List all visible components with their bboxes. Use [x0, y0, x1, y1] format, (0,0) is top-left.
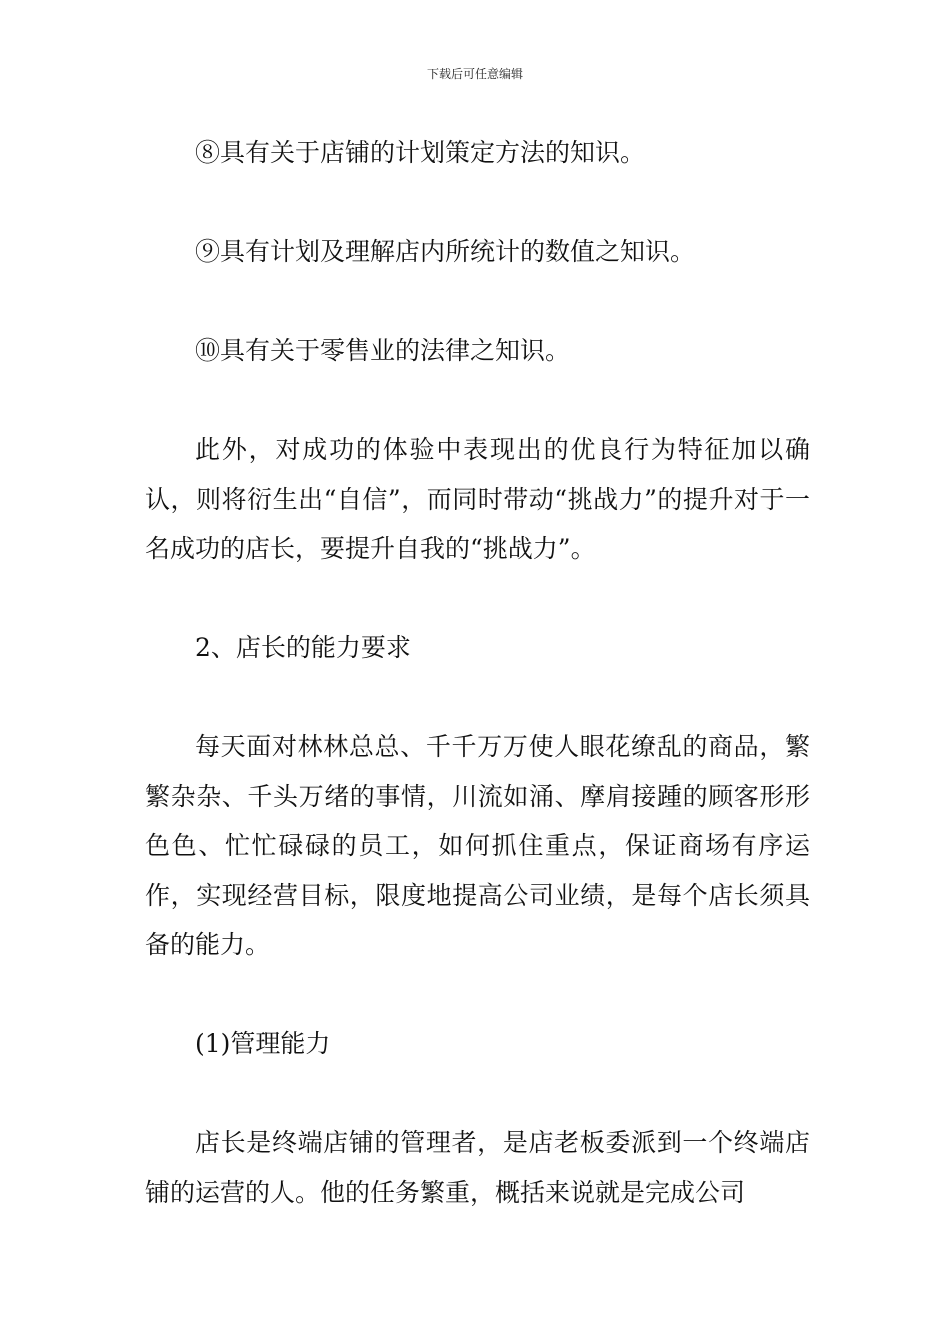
paragraph-ability-intro: 每天面对林林总总、千千万万使人眼花缭乱的商品，繁繁杂杂、千头万绪的事情，川流如涌、摩肩接踵的顾客形形色色、忙忙碌碌的员工，如何抓住重点，保证商场有序运作，实现经营目标，限度地提高公司业绩，是每个店长须具备的能力。: [145, 732, 810, 959]
paragraph-management: 店长是终端店铺的管理者，是店老板委派到一个终端店铺的运营的人。他的任务繁重，概括来说就是完成公司: [145, 1128, 810, 1207]
paragraph-item-9: ⑨具有计划及理解店内所统计的数值之知识。: [195, 237, 696, 266]
section-heading-ability: 2、店长的能力要求: [195, 633, 411, 662]
page-header-note: 下载后可任意编辑: [426, 67, 523, 81]
paragraph-item-10: ⑩具有关于零售业的法律之知识。: [195, 336, 571, 365]
paragraph-confidence: 此外，对成功的体验中表现出的优良行为特征加以确认，则将衍生出“自信”，而同时带动“挑战力”的提升对于一名成功的店长，要提升自我的“挑战力”。: [145, 435, 810, 563]
subheading-management: (1)管理能力: [195, 1029, 331, 1058]
document-body: [145, 128, 810, 1217]
paragraph-item-8: ⑧具有关于店铺的计划策定方法的知识。: [195, 138, 646, 167]
